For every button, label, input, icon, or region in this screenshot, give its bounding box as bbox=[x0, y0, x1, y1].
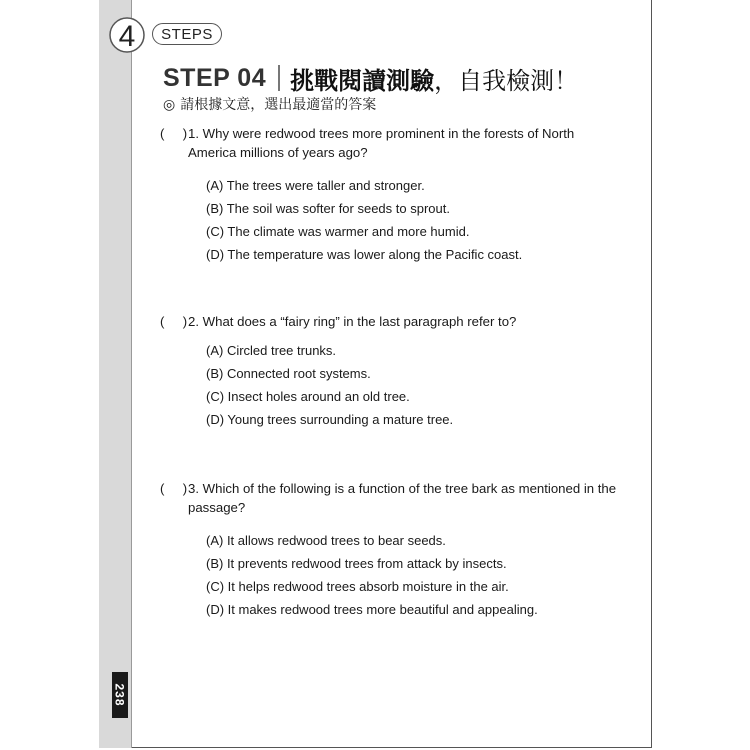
question-text: 3. Which of the following is a function of the tree bark as mentioned in the passage? bbox=[188, 481, 617, 515]
chapter-number: 4 bbox=[118, 20, 136, 53]
question-text: 1. Why were redwood trees more prominent in the forests of North America millions of years ago? bbox=[188, 126, 575, 160]
page-number: 238 bbox=[113, 683, 127, 707]
option-a[interactable]: (A) Circled tree trunks. bbox=[206, 343, 337, 358]
question-3 bbox=[160, 479, 620, 621]
question-2 bbox=[160, 312, 620, 431]
step-title bbox=[163, 61, 578, 95]
option-b[interactable]: (B) It prevents redwood trees from attack by insects. bbox=[206, 556, 507, 571]
answer-blank[interactable]: ( ) bbox=[160, 314, 188, 329]
answer-blank[interactable]: ( ) bbox=[160, 481, 188, 496]
instruction-text: 請根據文意，選出最適當的答案 bbox=[180, 96, 377, 112]
option-d[interactable]: (D) Young trees surrounding a mature tree. bbox=[206, 412, 454, 427]
option-a[interactable]: (A) The trees were taller and stronger. bbox=[206, 178, 425, 193]
option-a[interactable]: (A) It allows redwood trees to bear seeds. bbox=[206, 533, 446, 548]
steps-label: STEPS bbox=[152, 23, 222, 45]
option-d[interactable]: (D) The temperature was lower along the Pacific coast. bbox=[206, 247, 523, 262]
option-list bbox=[206, 529, 620, 621]
step-number: STEP 04 bbox=[163, 63, 267, 92]
answer-blank[interactable]: ( ) bbox=[160, 126, 188, 141]
double-circle-icon: ◎ bbox=[163, 95, 176, 112]
option-b[interactable]: (B) Connected root systems. bbox=[206, 366, 371, 381]
question-1 bbox=[160, 124, 620, 266]
option-c[interactable]: (C) Insect holes around an old tree. bbox=[206, 389, 410, 404]
page-number-tab bbox=[112, 672, 128, 718]
option-b[interactable]: (B) The soil was softer for seeds to sprout. bbox=[206, 201, 450, 216]
option-c[interactable]: (C) The climate was warmer and more humid. bbox=[206, 224, 470, 239]
chapter-badge bbox=[108, 16, 146, 54]
step-heading: 挑戰閱讀測驗 bbox=[290, 67, 435, 95]
option-c[interactable]: (C) It helps redwood trees absorb moisture in the air. bbox=[206, 579, 509, 594]
option-list bbox=[206, 174, 620, 266]
question-text: 2. What does a “fairy ring” in the last paragraph refer to? bbox=[188, 314, 517, 329]
step-divider bbox=[278, 65, 280, 91]
step-heading-rest: ，自我檢測！ bbox=[434, 67, 579, 95]
page-margin-strip bbox=[99, 0, 132, 748]
option-d[interactable]: (D) It makes redwood trees more beautiful and appealing. bbox=[206, 602, 538, 617]
option-list bbox=[206, 339, 620, 431]
chapter-circle-icon bbox=[108, 16, 146, 54]
instruction bbox=[163, 94, 376, 114]
